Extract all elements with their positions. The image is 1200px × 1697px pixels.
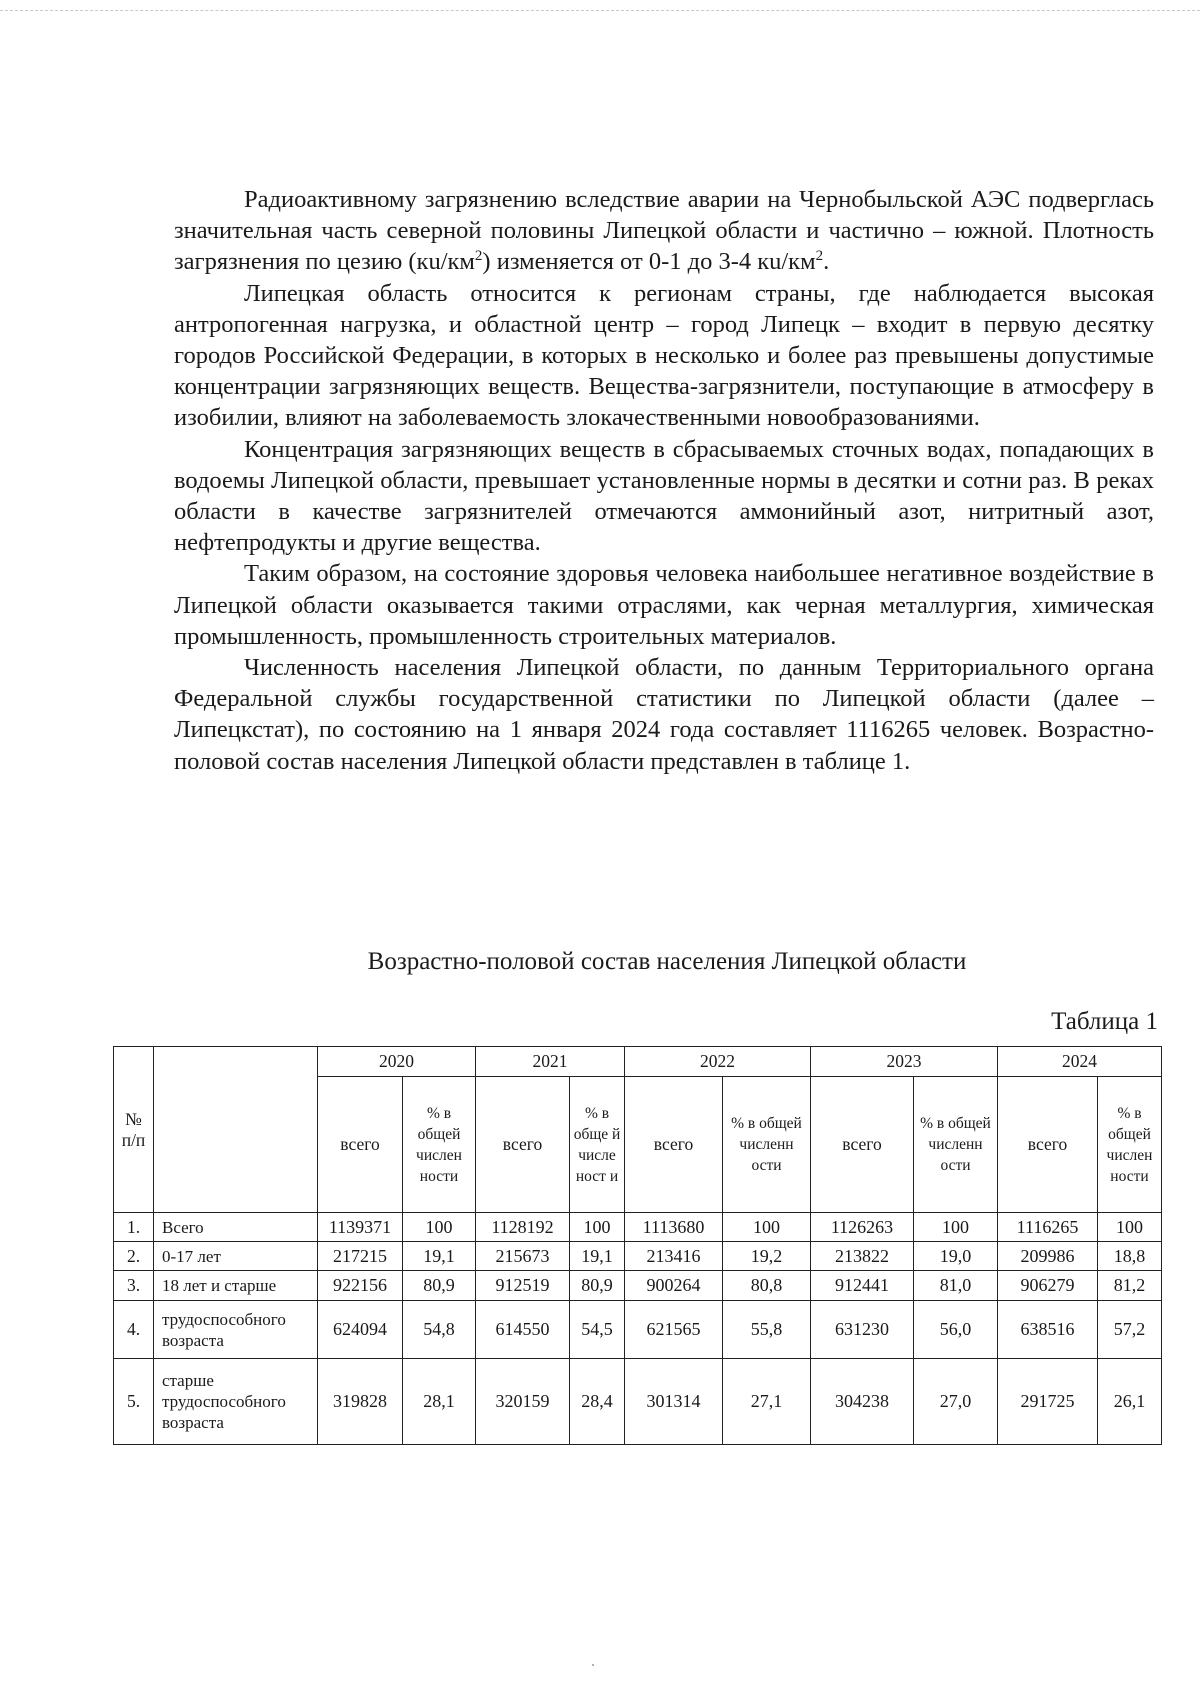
- table-row: [114, 1271, 1162, 1301]
- cell: 900264: [625, 1271, 723, 1301]
- cell: 1128192: [476, 1213, 570, 1242]
- cell: 217215: [318, 1242, 403, 1271]
- pct-header-2020: % в общей числен ности: [403, 1077, 476, 1213]
- cell: 26,1: [1098, 1359, 1162, 1445]
- population-table: [113, 1046, 1162, 1445]
- table-row: [114, 1359, 1162, 1445]
- cell: 213822: [811, 1242, 914, 1271]
- cell: 54,8: [403, 1301, 476, 1359]
- cell: 19,1: [570, 1242, 625, 1271]
- cell: 1113680: [625, 1213, 723, 1242]
- cell: 100: [914, 1213, 998, 1242]
- paragraph-5: Численность населения Липецкой области, по данным Территориального органа Федеральной службы государственной статистики по Липецкой области (далее – Липецкстат), по состоянию на 1 января 2024 года составляет 1116265 человек. Возрастно-половой состав населения Липецкой области представлен в таблице 1.: [174, 654, 1154, 775]
- year-header-2021: 2021: [476, 1047, 625, 1077]
- cell: 1139371: [318, 1213, 403, 1242]
- cell: 1126263: [811, 1213, 914, 1242]
- paragraph-1-text-b: ) изменяется от 0-1 до 3-4 кu/км: [482, 248, 816, 276]
- cell: 56,0: [914, 1301, 998, 1359]
- pct-header-2024: % в общей числен ности: [1098, 1077, 1162, 1213]
- total-header-2021: всего: [476, 1077, 570, 1213]
- scan-speck: [592, 1664, 594, 1666]
- cell: 614550: [476, 1301, 570, 1359]
- row-label: старше трудоспособного возраста: [154, 1359, 318, 1445]
- cell: 319828: [318, 1359, 403, 1445]
- header-row-years: [114, 1047, 1162, 1077]
- pct-header-2022: % в общей численн ости: [723, 1077, 811, 1213]
- pct-header-2023: % в общей численн ости: [914, 1077, 998, 1213]
- year-header-2024: 2024: [998, 1047, 1162, 1077]
- cell: 100: [570, 1213, 625, 1242]
- row-label: 18 лет и старше: [154, 1271, 318, 1301]
- row-label: Всего: [154, 1213, 318, 1242]
- paragraph-1: [174, 184, 1154, 278]
- paragraph-2: Липецкая область относится к регионам страны, где наблюдается высокая антропогенная нагрузка, и областной центр – город Липецк – входит в первую десятку городов Российской Федерации, в которых в несколько и более раз превышены допустимые концентрации загрязняющих веществ. Вещества-загрязнители, поступающие в атмосферу в изобилии, влияют на заболеваемость злокачественными новообразованиями.: [174, 279, 1154, 432]
- total-header-2024: всего: [998, 1077, 1098, 1213]
- cell: 19,1: [403, 1242, 476, 1271]
- cell: 631230: [811, 1301, 914, 1359]
- table-number-label: Таблица 1: [1051, 1008, 1158, 1035]
- superscript-2: 2: [474, 248, 483, 265]
- cell: 638516: [998, 1301, 1098, 1359]
- cell: 54,5: [570, 1301, 625, 1359]
- row-number: 3.: [114, 1271, 154, 1301]
- cell: 27,0: [914, 1359, 998, 1445]
- cell: 18,8: [1098, 1242, 1162, 1271]
- cell: 912519: [476, 1271, 570, 1301]
- pct-header-2021: % в обще й числе ност и: [570, 1077, 625, 1213]
- cell: 81,2: [1098, 1271, 1162, 1301]
- row-number: 1.: [114, 1213, 154, 1242]
- cell: 291725: [998, 1359, 1098, 1445]
- row-number: 2.: [114, 1242, 154, 1271]
- cell: 19,0: [914, 1242, 998, 1271]
- paragraph-1-text-a: Радиоактивному загрязнению вследствие аварии на Чернобыльской АЭС подверглась значительная часть северной половины Липецкой области и частично – южной. Плотность загрязнения по цезию (кu/км: [174, 186, 1154, 276]
- cell: 100: [1098, 1213, 1162, 1242]
- total-header-2022: всего: [625, 1077, 723, 1213]
- cell: 922156: [318, 1271, 403, 1301]
- cell: 55,8: [723, 1301, 811, 1359]
- cell: 215673: [476, 1242, 570, 1271]
- scan-edge-line: [0, 10, 1200, 11]
- cell: 906279: [998, 1271, 1098, 1301]
- cell: 301314: [625, 1359, 723, 1445]
- cell: 100: [403, 1213, 476, 1242]
- cell: 28,1: [403, 1359, 476, 1445]
- year-header-2022: 2022: [625, 1047, 811, 1077]
- table-row: [114, 1301, 1162, 1359]
- cell: 80,9: [570, 1271, 625, 1301]
- cell: 1116265: [998, 1213, 1098, 1242]
- superscript-2-second: 2: [815, 248, 824, 265]
- paragraph-3: Концентрация загрязняющих веществ в сбрасываемых сточных водах, попадающих в водоемы Липецкой области, превышает установленные нормы в десятки и сотни раз. В реках области в качестве загрязнителей отмечаются аммонийный азот, нитритный азот, нефтепродукты и другие вещества.: [174, 435, 1154, 557]
- cell: 912441: [811, 1271, 914, 1301]
- row-label: трудоспособного возраста: [154, 1301, 318, 1359]
- table-row: [114, 1213, 1162, 1242]
- total-header-2020: всего: [318, 1077, 403, 1213]
- cell: 81,0: [914, 1271, 998, 1301]
- cell: 213416: [625, 1242, 723, 1271]
- row-number: 4.: [114, 1301, 154, 1359]
- cell: 304238: [811, 1359, 914, 1445]
- table-title: Возрастно-половой состав населения Липецкой области: [367, 948, 967, 975]
- label-header: [154, 1047, 318, 1213]
- total-header-2023: всего: [811, 1077, 914, 1213]
- cell: 19,2: [723, 1242, 811, 1271]
- cell: 80,9: [403, 1271, 476, 1301]
- paragraph-1-text-c: .: [823, 248, 830, 276]
- year-header-2023: 2023: [811, 1047, 998, 1077]
- cell: 209986: [998, 1242, 1098, 1271]
- cell: 320159: [476, 1359, 570, 1445]
- year-header-2020: 2020: [318, 1047, 476, 1077]
- row-number: 5.: [114, 1359, 154, 1445]
- cell: 80,8: [723, 1271, 811, 1301]
- cell: 621565: [625, 1301, 723, 1359]
- table-row: [114, 1242, 1162, 1271]
- cell: 624094: [318, 1301, 403, 1359]
- num-header: № п/п: [114, 1047, 154, 1213]
- cell: 28,4: [570, 1359, 625, 1445]
- row-label: 0-17 лет: [154, 1242, 318, 1271]
- cell: 27,1: [723, 1359, 811, 1445]
- body-text: [174, 184, 1154, 777]
- cell: 57,2: [1098, 1301, 1162, 1359]
- paragraph-4: Таким образом, на состояние здоровья человека наибольшее негативное воздействие в Липецкой области оказывается такими отраслями, как черная металлургия, химическая промышленность, промышленность строительных материалов.: [174, 560, 1154, 650]
- cell: 100: [723, 1213, 811, 1242]
